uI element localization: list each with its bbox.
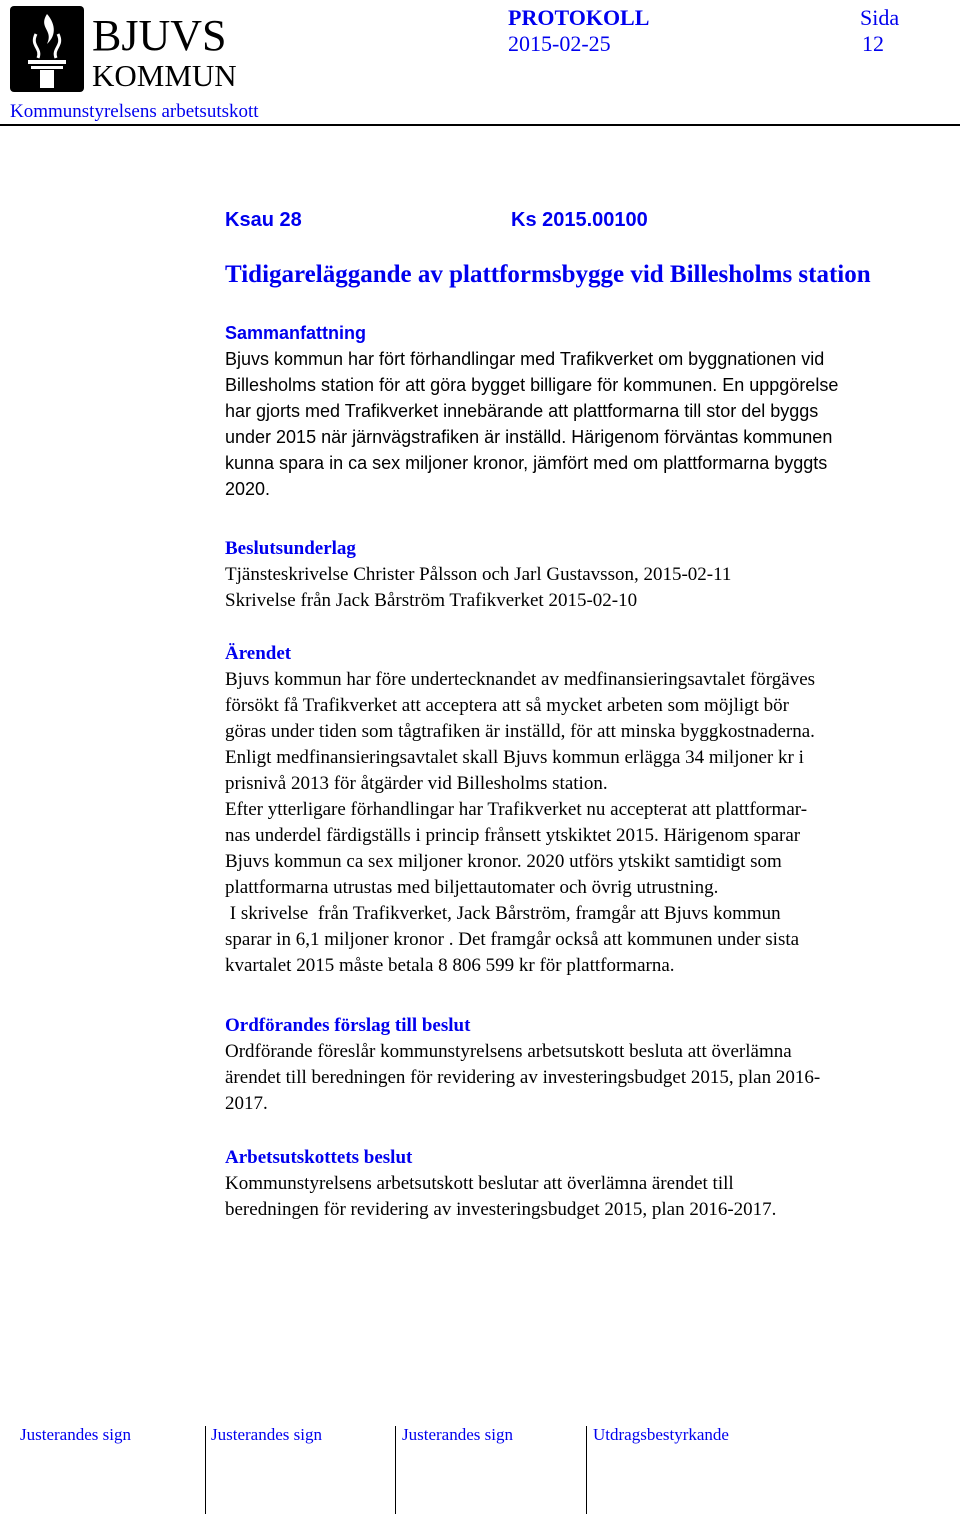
paragraph-line: Bjuvs kommun har fört förhandlingar med Trafikverket om byggnationen vid	[225, 349, 825, 369]
section-ordforandes-forslag	[225, 1013, 950, 1117]
paragraph-line: Efter ytterligare förhandlingar har Trafikverket nu accepterat att plattformar-	[225, 799, 808, 820]
signature-divider	[205, 1426, 206, 1514]
paragraph-line: nas underdel färdigställs i princip frånsett ytskiktet 2015. Härigenom sparar	[225, 825, 801, 846]
paragraph-line: Enligt medfinansieringsavtalet skall Bjuvs kommun erlägga 34 miljoner kr i	[225, 747, 804, 768]
paragraph-line: försökt få Trafikverket att acceptera att så mycket arbeten som möjligt bör	[225, 695, 790, 716]
signature-box	[211, 1418, 322, 1514]
torch-emblem-icon	[10, 6, 84, 92]
section-sammanfattning	[225, 320, 950, 502]
ks-number: Ks 2015.00100	[511, 209, 648, 231]
bjuvs-kommun-logo	[8, 4, 248, 94]
section-heading: Arbetsutskottets beslut	[225, 1147, 413, 1168]
paragraph-line: 2017.	[225, 1093, 268, 1114]
paragraph-line: 2020.	[225, 479, 271, 499]
paragraph-line: Bjuvs kommun ca sex miljoner kronor. 2020 utförs ytskikt samtidigt som	[225, 851, 782, 872]
paragraph-line: plattformarna utrustas med biljettautomater och övrig utrustning.	[225, 877, 719, 898]
signature-label: Justerandes sign	[211, 1425, 322, 1444]
paragraph-line: Billesholms station för att göra bygget billigare för kommunen. En uppgörelse	[225, 375, 839, 395]
section-arendet	[225, 641, 950, 979]
signature-box	[593, 1418, 729, 1514]
document-type: PROTOKOLL	[508, 5, 650, 30]
logo-text-bottom: KOMMUN	[92, 58, 237, 93]
page-number: 12	[862, 31, 884, 56]
paragraph-line: kunna spara in ca sex miljoner kronor, jämfört med om plattformarna byggts	[225, 453, 828, 473]
paragraph-line: under 2015 när järnvägstrafiken är inställd. Härigenom förväntas kommunen	[225, 427, 833, 447]
page-label: Sida	[860, 5, 900, 30]
paragraph-line: prisnivå 2013 för åtgärder vid Billesholms station.	[225, 773, 608, 794]
signature-footer	[0, 1418, 960, 1514]
paragraph-line: Skrivelse från Jack Bårström Trafikverket 2015-02-10	[225, 590, 638, 611]
case-reference	[225, 207, 648, 233]
section-heading: Ordförandes förslag till beslut	[225, 1015, 471, 1036]
document-date: 2015-02-25	[508, 31, 611, 56]
header-divider	[0, 124, 960, 126]
signature-label: Justerandes sign	[20, 1425, 131, 1444]
paragraph-line: har gjorts med Trafikverket innebärande att plattformarna till stor del byggs	[225, 401, 819, 421]
signature-label: Utdragsbestyrkande	[593, 1425, 729, 1444]
signature-box	[402, 1418, 513, 1514]
paragraph-line: Kommunstyrelsens arbetsutskott beslutar att överlämna ärendet till	[225, 1173, 734, 1194]
section-beslutsunderlag	[225, 536, 950, 614]
organization-name: Kommunstyrelsens arbetsutskott	[10, 101, 259, 122]
signature-divider	[395, 1426, 396, 1514]
paragraph-line: kvartalet 2015 måste betala 8 806 599 kr för plattformarna.	[225, 955, 675, 976]
paragraph-line: Tjänsteskrivelse Christer Pålsson och Jarl Gustavsson, 2015-02-11	[225, 564, 732, 585]
section-heading: Sammanfattning	[225, 323, 367, 343]
paragraph-line: sparar in 6,1 miljoner kronor . Det framgår också att kommunen under sista	[225, 929, 800, 950]
paragraph-line: beredningen för revidering av investeringsbudget 2015, plan 2016-2017.	[225, 1199, 777, 1220]
signature-box	[20, 1418, 131, 1514]
ksau-number: Ksau 28	[225, 209, 302, 231]
section-heading: Beslutsunderlag	[225, 538, 356, 559]
section-heading: Ärendet	[225, 643, 292, 664]
case-title: Tidigareläggande av plattformsbygge vid Billesholms station	[225, 261, 871, 288]
paragraph-line: Bjuvs kommun har före undertecknandet av medfinansieringsavtalet förgäves	[225, 669, 816, 690]
paragraph-line: Ordförande föreslår kommunstyrelsens arbetsutskott besluta att överlämna	[225, 1041, 792, 1062]
signature-divider	[586, 1426, 587, 1514]
paragraph-line: I skrivelse från Trafikverket, Jack Bårström, framgår att Bjuvs kommun	[225, 903, 781, 924]
logo-text-top: BJUVS	[92, 11, 227, 60]
paragraph-line: göras under tiden som tågtrafiken är inställd, för att minska byggkostnaderna.	[225, 721, 815, 742]
section-arbetsutskottets-beslut	[225, 1145, 950, 1223]
paragraph-line: ärendet till beredningen för revidering av investeringsbudget 2015, plan 2016-	[225, 1067, 821, 1088]
signature-label: Justerandes sign	[402, 1425, 513, 1444]
